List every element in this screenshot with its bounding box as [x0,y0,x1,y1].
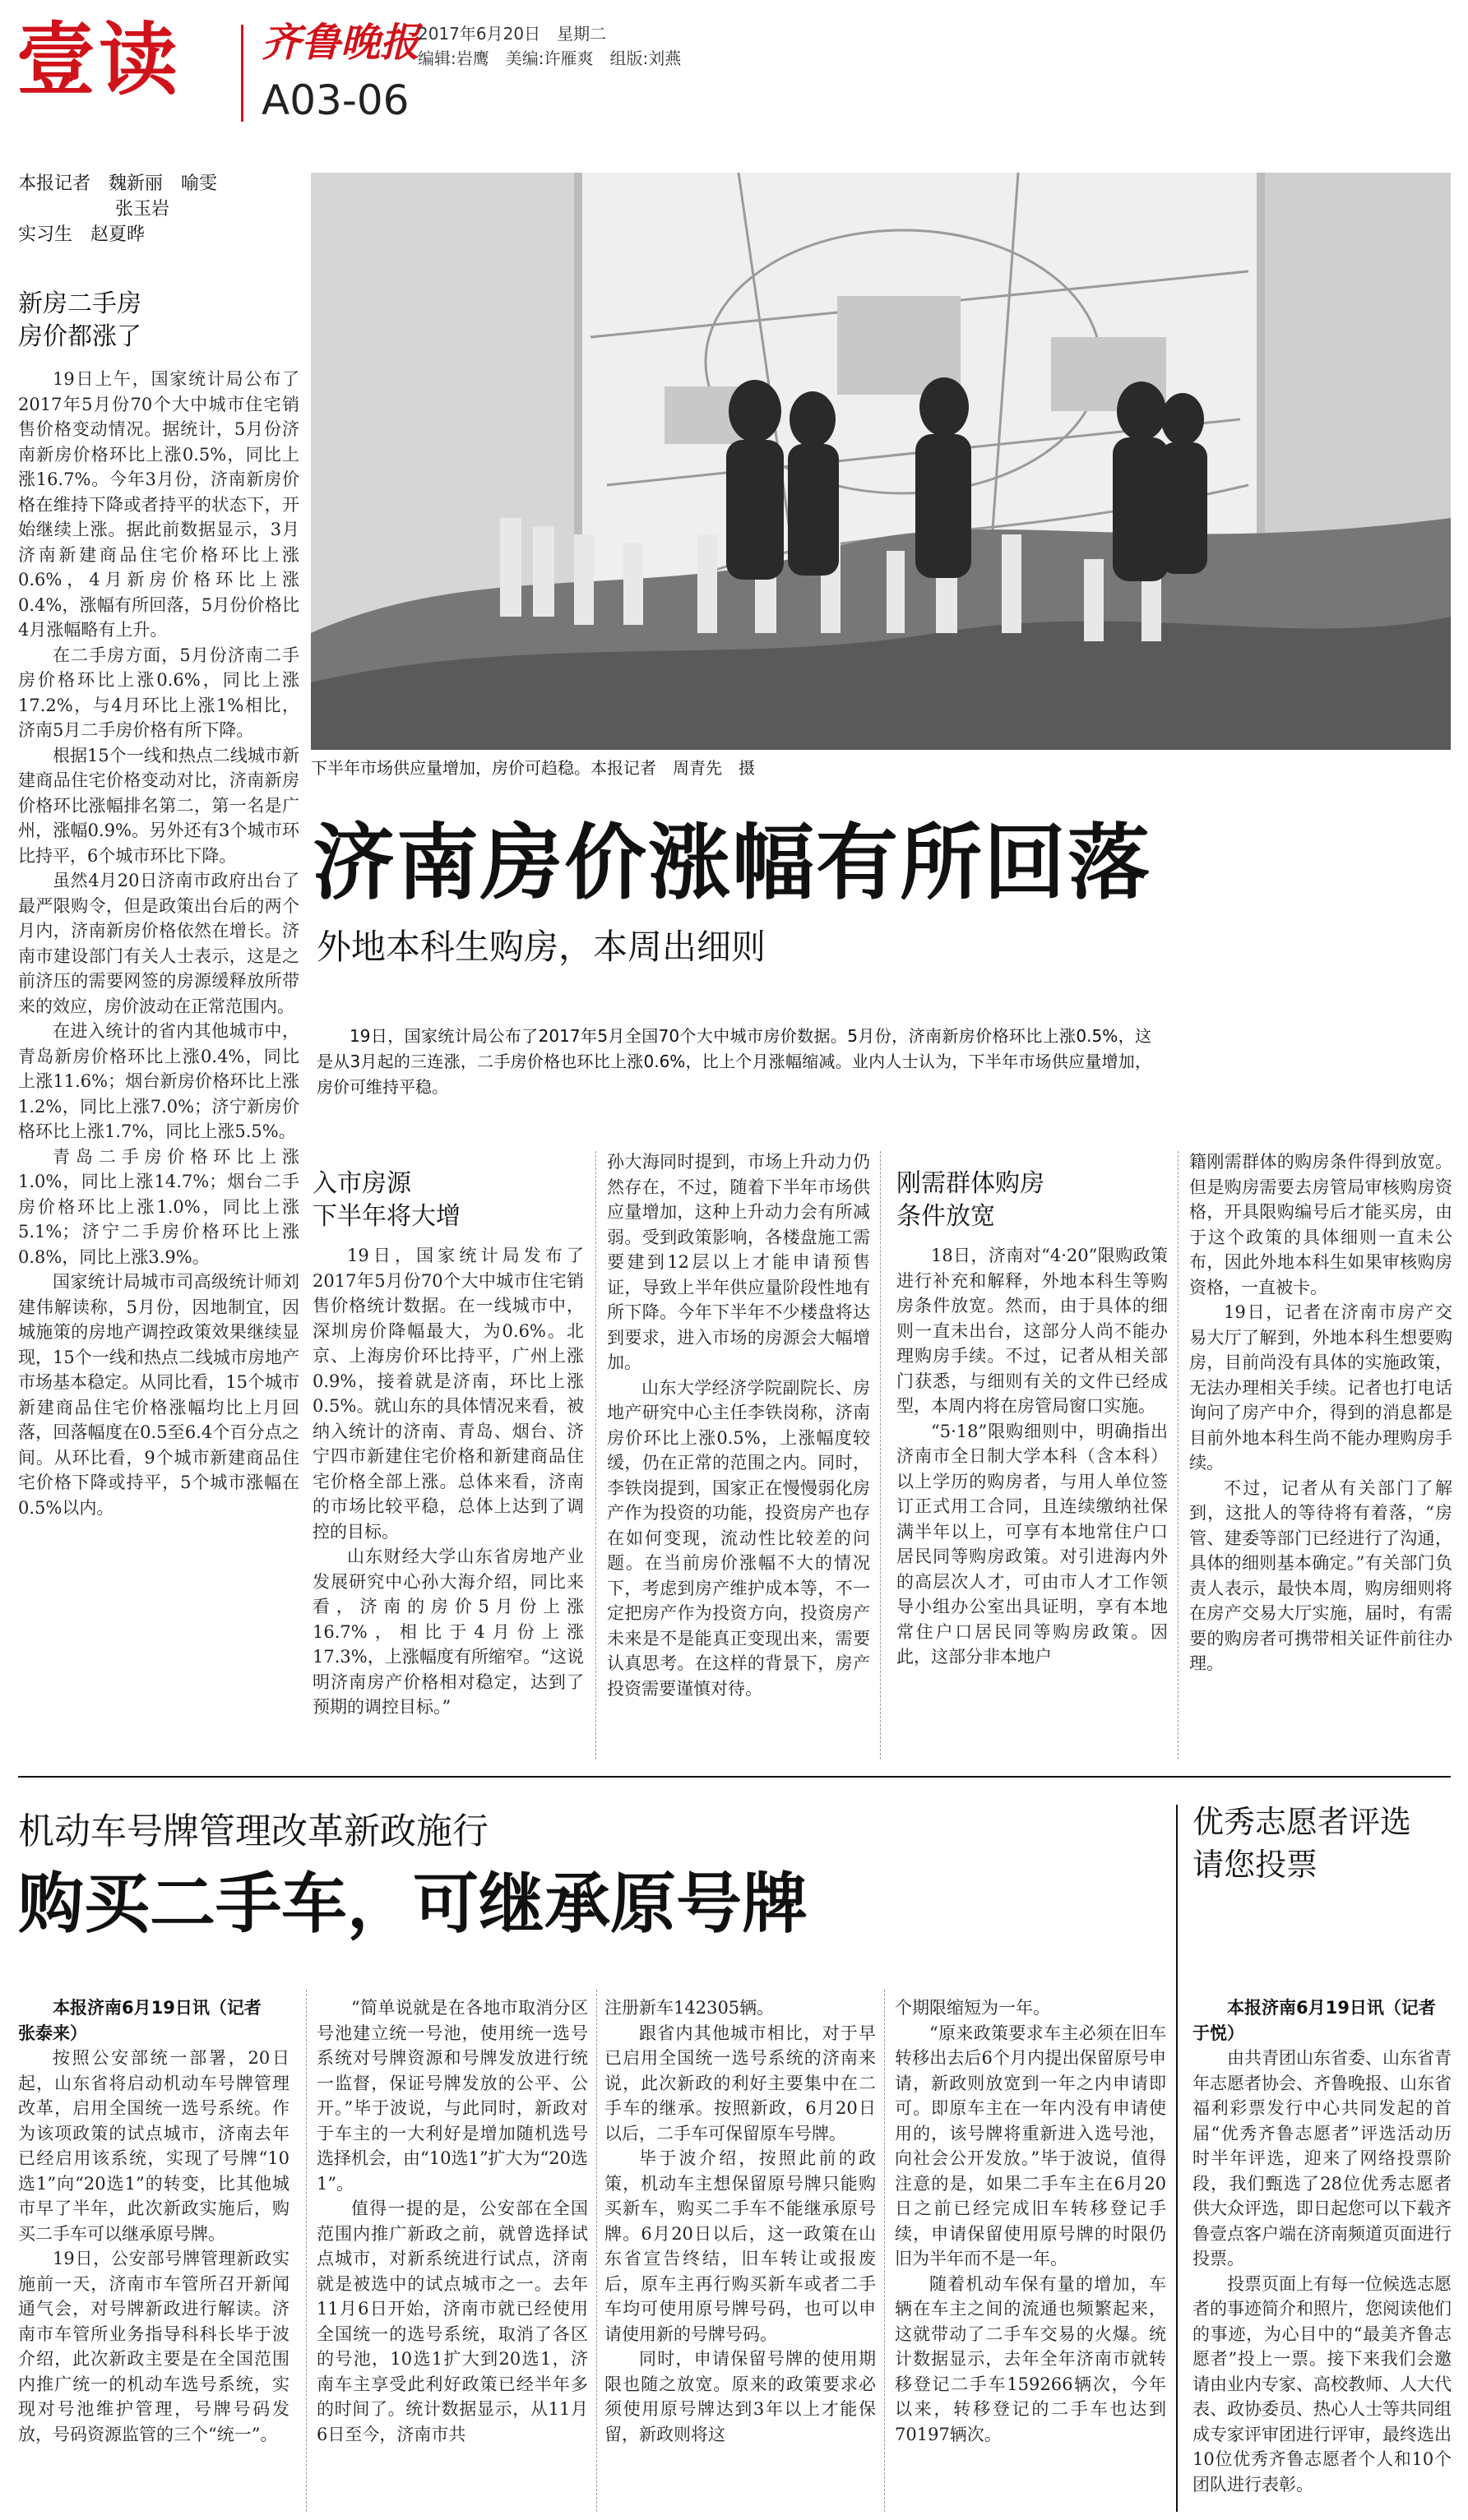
column-divider [595,1151,596,1759]
byline-block [18,171,289,247]
story2-headline: 购买二手车，可继承原号牌 [18,1866,808,1942]
paper-logo: 齐鲁晚报 [262,20,420,66]
column-divider [884,1990,885,2512]
story2-column-1: 按照公安部统一部署，20日起，山东省将启动机动车号牌管理改革，启用全国统一选号系统。作为该项政策的试点城市，济南去年已经启用该系统，实现了号牌“10选1”向“20选1”的转变，比其他城市早了半年，此次新政实施后，购买二手车可以继承原号牌。 19日，公安部号牌管理新政实施前一天，济南市车管所召开新闻通气会，对号牌新政进行解读。济南市车管所业务指导科科长毕于波介绍，此次新政主要是在全国范围内推广统一的机动车选号系统，实现对号池维护管理，号牌号码发放，号码资源监管的三个“统一”。 [18,2048,289,2444]
column-divider [596,1990,597,2512]
column-divider [306,1990,307,2512]
headline: 济南房价涨幅有所回落 [313,815,1151,911]
byline-line: 本报记者 魏新丽 喻雯 [18,173,218,194]
byline-line: 张玉岩 [115,199,170,220]
story3-column: 由共青团山东省委、山东省青年志愿者协会、齐鲁晚报、山东省福利彩票发行中心共同发起的首届“优秀齐鲁志愿者”评选活动历时半年评选，迎来了网络投票阶段，我们甄选了28位优秀志愿者供大众评选，即日起您可以下载齐鲁壹点客户端在济南频道页面进行投票。 投票页面上有每一位候选志愿者的事迹简介和照片，您阅读他们的事迹，为心目中的“最美齐鲁志愿者”投上一票。接下来我们会邀请由业内专家、高校教师、人大代表、政协委员、热心人士等共同组成专家评审团进行评审，最终选出10位优秀齐鲁志愿者个人和10个团队进行表彰。 [1192,2048,1452,2495]
right-subheading: 刚需群体购房 条件放宽 [896,1169,1044,1231]
left-subheading: 新房二手房 房价都涨了 [18,289,141,351]
photo-illustration [311,173,1451,750]
story1-right-column-1: 18日，济南对“4·20”限购政策进行补充和解释，外地本科生等购房条件放宽。然而，由于具体的细则一直未出台，这部分人尚不能办理购房手续。不过，记者从相关部门获悉，与细则有关的文件已经成型，本周内将在房管局窗口实施。 “5·18”限购细则中，明确指出济南市全日制大学本科（含本科）以上学历的购房者，与用人单位签订正式用工合同，且连续缴纳社保满半年以上，可享有本地常住户口居民同等购房政策。对引进海内外的高层次人才，可由市人才工作领导小组办公室出具证明，享有本地常住户口居民同等购房政策。因此，这部分非本地户 [896,1246,1168,1667]
editor-credits: 编辑:岩鹰 美编:许雁爽 组版:刘燕 [418,49,682,68]
story1-left-column: 19日上午，国家统计局公布了2017年5月份70个大中城市住宅销售价格变动情况。据统计，5月份济南新房价格环比上涨0.5%，同比上涨16.7%。今年3月份，济南新房价格在维持下降或者持平的状态下，开始继续上涨。据此前数据显示，3月济南新建商品住宅价格环比上涨0.6%，4月新房价格环比上涨0.4%，涨幅有所回落，5月份价格比4月涨幅略有上升。 在二手房方面，5月份济南二手房价格环比上涨0.6%，同比上涨17.2%，与4月环比上涨1%相比，济南5月二手房价格有所下降。 根据15个一线和热点二线城市新建商品住宅价格变动对比，济南新房价格环比涨幅排名第二，第一名是广州，涨幅0.9%。另外还有3个城市环比持平，6个城市环比下降。 虽然4月20日济南市政府出台了最严限购令，但是政策出台后的两个月内，济南新房价格依然在增长。济南市建设部门有关人士表示，这是之前济压的需要网签的房源缓释放所带来的效应，房价波动在正常范围内。 在进入统计的省内其他城市中，青岛新房价格环比上涨0.4%，同比上涨11.6%；烟台新房价格环比上涨1.2%，同比上涨7.0%；济宁新房价格环比上涨1.7%，同比上涨5.5%。 青岛二手房价格环比上涨1.0%，同比上涨14.7%；烟台二手房价格环比上涨1.0%，同比上涨5.1%；济宁二手房价格环比上涨0.8%，同比上涨3.9%。 国家统计局城市司高级统计师刘建伟解读称，5月份，因地制宜，因城施策的房地产调控政策效果继续显现，15个一线和热点二线城市房地产市场基本稳定。从同比看，15个城市新建商品住宅价格涨幅均比上月回落，回落幅度在0.5至6.4个百分点之间。从环比看，9个城市新建商品住宅价格下降或持平，5个城市涨幅在0.5%以内。 [18,369,299,1518]
story-separator [18,1776,1451,1778]
story2-column-3: 注册新车142305辆。 跟省内其他城市相比，对于早已启用全国统一选号系统的济南来说，此次新政的利好主要集中在二手车的继承。按照新政，6月20日以后，二手车可保留原车号牌。 毕于波介绍，按照此前的政策，机动车主想保留原号牌只能购买新车，购买二手车不能继承原号牌。6月20日以后，这一政策在山东省宣告终结，旧车转让或报废后，原车主再行购买新车或者二手车均可使用原号牌号码，也可以申请使用新的号牌号码。 同时，申请保留号牌的使用期限也随之放宽。原来的政策要求必须使用原号牌达到3年以上才能保留，新政则将这 [604,1998,876,2444]
photo-caption: 下半年市场供应量增加，房价可趋稳。本报记者 周青先 摄 [311,758,755,778]
issue-date: 2017年6月20日 星期二 [418,24,607,44]
story2-kicker: 机动车号牌管理改革新政施行 [18,1810,489,1852]
story2-column-4: 个期限缩短为一年。 “原来政策要求车主必须在旧车转移出去后6个月内提出保留原号申请，新政则放宽到一年之内申请即可。即原车主在一年内没有申请使用的，该号牌将重新进入选号池，向社会公开发放。”毕于波说，值得注意的是，如果二手车主在6月20日之前已经完成旧车转移登记手续，申请保留使用原号牌的时限仍旧为半年而不是一年。 随着机动车保有量的增加，车辆在车主之间的流通也频繁起来，这就带动了二手车交易的火爆。统计数据显示，去年全年济南市就转移登记二手车159266辆次，今年以来，转移登记的二手车也达到70197辆次。 [895,1998,1166,2444]
story2-column-2: “简单说就是在各地市取消分区号池建立统一号池，使用统一选号系统对号牌资源和号牌发放进行统一监督，保证号牌发放的公平、公开。”毕于波说，与此同时，新政对于车主的一大利好是增加随机选号选择机会，由“10选1”扩大为“20选1”。 值得一提的是，公安部在全国范围内推广新政之前，就曾选择试点城市，对新系统进行试点，济南就是被选中的试点城市之一。去年11月6日开始，济南市就已经使用全国统一的选号系统，取消了各区的号池，10选1扩大到20选1，济南车主享受此利好政策已经半年多的时间了。统计数据显示，从11月6日至今，济南市共 [317,1998,588,2444]
byline-line: 实习生 赵夏晔 [18,224,146,245]
story-divider [1176,1805,1178,2512]
story1-mid-column-1: 19日，国家统计局发布了2017年5月份70个大中城市住宅销售价格统计数据。在一线城市中，深圳房价降幅最大，为0.6%。北京、上海房价环比持平，广州上涨0.9%，接着就是济南，环比上涨0.5%。就山东的具体情况来看，被纳入统计的济南、青岛、烟台、济宁四市新建住宅价格和新建商品住宅价格全部上涨。总体来看，济南的市场比较平稳，总体上达到了调控的目标。 山东财经大学山东省房地产业发展研究中心孙大海介绍，同比来看，济南的房价5月份上涨16.7%，相比于4月份上涨17.3%，上涨幅度有所缩窄。“这说明济南房产价格相对稳定，达到了预期的调控目标。” [313,1246,584,1717]
story1-right-column-2: 籍刚需群体的购房条件得到放宽。但是购房需要去房管局审核购房资格，开具限购编号后才能买房，由于这个政策的具体细则一直未公布，因此外地本科生如果审核购房资格，一直被卡。 19日，记者在济南市房产交易大厅了解到，外地本科生想要购房，目前尚没有具体的实施政策，无法办理相关手续。记者也打电话询问了房产中介，得到的消息都是目前外地本科生尚不能办理购房手续。 不过，记者从有关部门了解到，这批人的等待将有着落，“房管、建委等部门已经进行了沟通，具体的细则基本确定。”有关部门负责人表示，最快本周，购房细则将在房产交易大厅实施，届时，有需要的购房者可携带相关证件前往办理。 [1189,1152,1452,1673]
column-divider [880,1151,881,1759]
story1-mid-column-2: 孙大海同时提到，市场上升动力仍然存在，不过，随着下半年市场供应量增加，这种上升动力会有所减弱。受到政策影响，各楼盘施工需要建到12层以上才能申请预售证，导致上半年供应量阶段性地有所下降。今年下半年不少楼盘将达到要求，进入市场的房源会大幅增加。 山东大学经济学院副院长、房地产研究中心主任李铁岗称，济南房价环比上涨0.5%，上涨幅度较缓，仍在正常的范围之内。同时，李铁岗提到，国家正在慢慢弱化房产作为投资的功能，投资房产也存在如何变现，流动性比较差的问题。在当前房价涨幅不大的情况下，考虑到房产维护成本等，不一定把房产作为投资方向，投资房产未来是不是能真正变现出来，需要认真思考。在这样的背景下，房产投资需要谨慎对待。 [607,1152,870,1699]
page-number: A03-06 [262,76,410,124]
masthead [0,0,1468,156]
mid-subheading: 入市房源 下半年将大增 [313,1169,461,1231]
masthead-divider [241,25,243,122]
story3-byline: 本报济南6月19日讯（记者 于悦） [1192,1998,1453,2043]
news-photo [311,173,1451,750]
column-divider [1178,1151,1179,1759]
subheadline: 外地本科生购房，本周出细则 [317,927,766,967]
story2-byline: 本报济南6月19日讯（记者 张泰来） [18,1998,279,2043]
lead-paragraph: 19日，国家统计局公布了2017年5月全国70个大中城市房价数据。5月份，济南新房价格环比上涨0.5%，这是从3月起的三连涨，二手房价格也环比上涨0.6%，比上个月涨幅缩减。业内人士认为，下半年市场供应量增加，房价可维持平稳。 [317,1026,1151,1097]
story3-headline: 优秀志愿者评选 请您投票 [1192,1804,1412,1883]
section-title: 壹读 [16,14,181,106]
